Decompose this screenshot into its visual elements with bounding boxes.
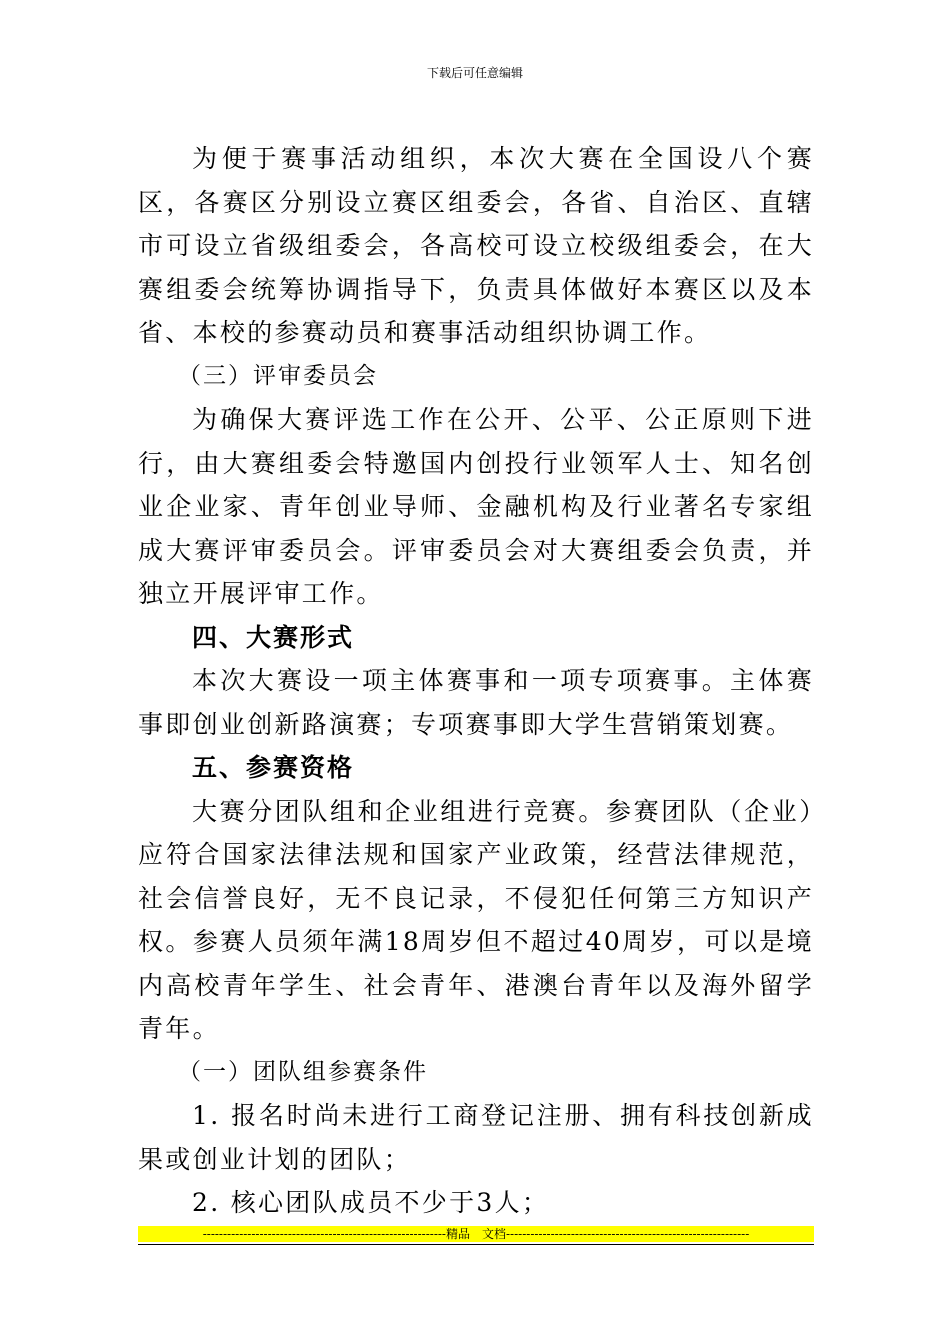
heading-competition-format: 四、大赛形式 xyxy=(192,622,355,652)
paragraph-competition-format: 本次大赛设一项主体赛事和一项专项赛事。主体赛事即创业创新路演赛；专项赛事即大学生营销策划赛。 xyxy=(138,666,814,739)
footer-divider xyxy=(138,1244,814,1245)
paragraph-competition-zones: 为便于赛事活动组织，本次大赛在全国设八个赛区，各赛区分别设立赛区组委会，各省、自治区、直辖市可设立省级组委会，各高校可设立校级组委会，在大赛组委会统筹协调指导下，负责具体做好本赛区以及本省、本校的参赛动员和赛事活动组织协调工作。 xyxy=(138,144,814,347)
page-header: 下载后可任意编辑 xyxy=(426,66,523,80)
subheading-review-committee: （三）评审委员会 xyxy=(178,362,378,389)
footer-watermark: ------------------------------------------------------------精品 文档------------------------------------------------------------ xyxy=(138,1226,814,1242)
heading-eligibility: 五、参赛资格 xyxy=(192,753,355,782)
list-item-team-condition-2: 2. 核心团队成员不少于3人； xyxy=(192,1188,550,1217)
paragraph-review-committee: 为确保大赛评选工作在公开、公平、公正原则下进行，由大赛组委会特邀国内创投行业领军人士、知名创业企业家、青年创业导师、金融机构及行业著名专家组成大赛评审委员会。评审委员会对大赛组委会负责，并独立开展评审工作。 xyxy=(138,405,814,608)
list-item-team-condition-1: 1. 报名时尚未进行工商登记注册、拥有科技创新成果或创业计划的团队； xyxy=(138,1101,814,1174)
paragraph-eligibility: 大赛分团队组和企业组进行竞赛。参赛团队（企业）应符合国家法律法规和国家产业政策，经营法律规范，社会信誉良好，无不良记录，不侵犯任何第三方知识产权。参赛人员须年满18周岁但不超过40周岁，可以是境内高校青年学生、社会青年、港澳台青年以及海外留学青年。 xyxy=(138,796,814,1043)
document-body xyxy=(138,137,814,1225)
subheading-team-conditions: （一）团队组参赛条件 xyxy=(178,1058,428,1085)
